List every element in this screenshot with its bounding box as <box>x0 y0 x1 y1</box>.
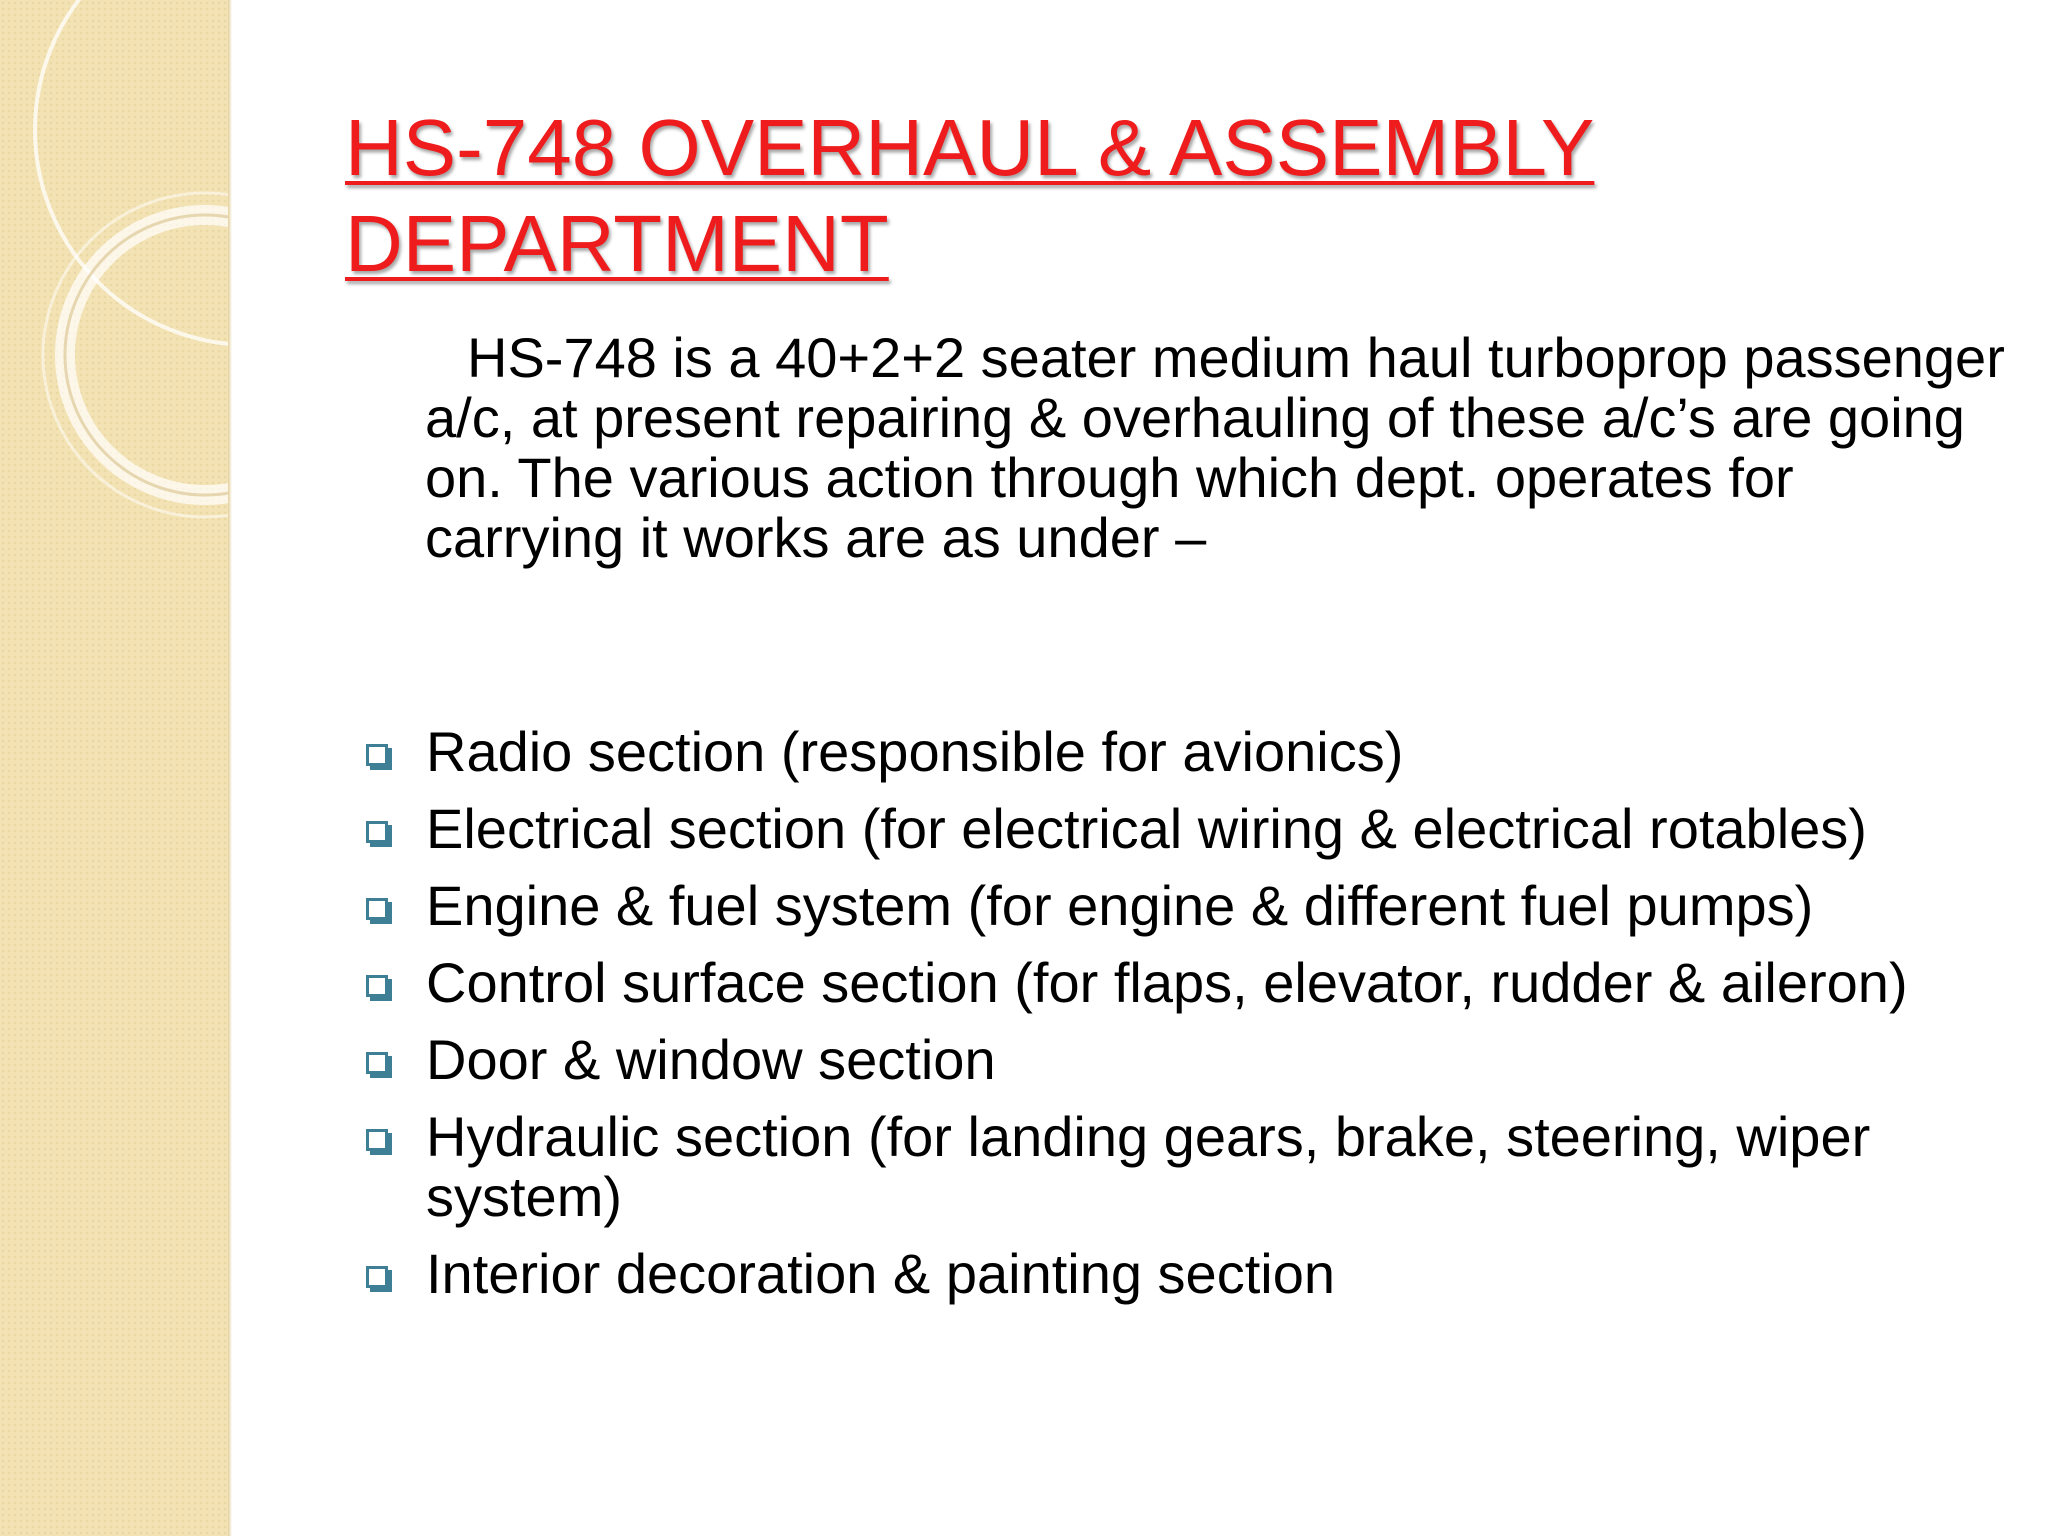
list-item-text: Door & window section <box>426 1028 996 1091</box>
slide-title <box>345 100 1945 292</box>
list-item <box>360 1030 2020 1090</box>
list-item <box>360 1107 2020 1227</box>
square-bullet-icon <box>366 1266 388 1288</box>
section-list <box>360 722 2020 1321</box>
list-item-text: Radio section (responsible for avionics) <box>426 720 1404 783</box>
list-item-text: Hydraulic section (for landing gears, brake, steering, wiper system) <box>426 1105 1871 1228</box>
square-bullet-icon <box>366 744 388 766</box>
square-bullet-icon <box>366 975 388 997</box>
square-bullet-icon <box>366 1129 388 1151</box>
list-item <box>360 799 2020 859</box>
list-item-text: Control surface section (for flaps, elevator, rudder & aileron) <box>426 951 1908 1014</box>
list-item <box>360 953 2020 1013</box>
square-bullet-icon <box>366 898 388 920</box>
list-item <box>360 722 2020 782</box>
list-item <box>360 876 2020 936</box>
square-bullet-icon <box>366 1052 388 1074</box>
square-bullet-icon <box>366 821 388 843</box>
list-item-text: Engine & fuel system (for engine & different fuel pumps) <box>426 874 1814 937</box>
slide-title-line-2: DEPARTMENT <box>345 199 889 288</box>
list-item-text: Electrical section (for electrical wiring & electrical rotables) <box>426 797 1867 860</box>
list-item <box>360 1244 2020 1304</box>
slide-title-line-1: HS-748 OVERHAUL & ASSEMBLY <box>345 103 1595 192</box>
list-item-text: Interior decoration & painting section <box>426 1242 1335 1305</box>
intro-paragraph: HS-748 is a 40+2+2 seater medium haul turboprop passenger a/c, at present repairing & overhauling of these a/c’s are going on. The various action through which dept. operates for carrying it works are as under – <box>425 326 2005 569</box>
